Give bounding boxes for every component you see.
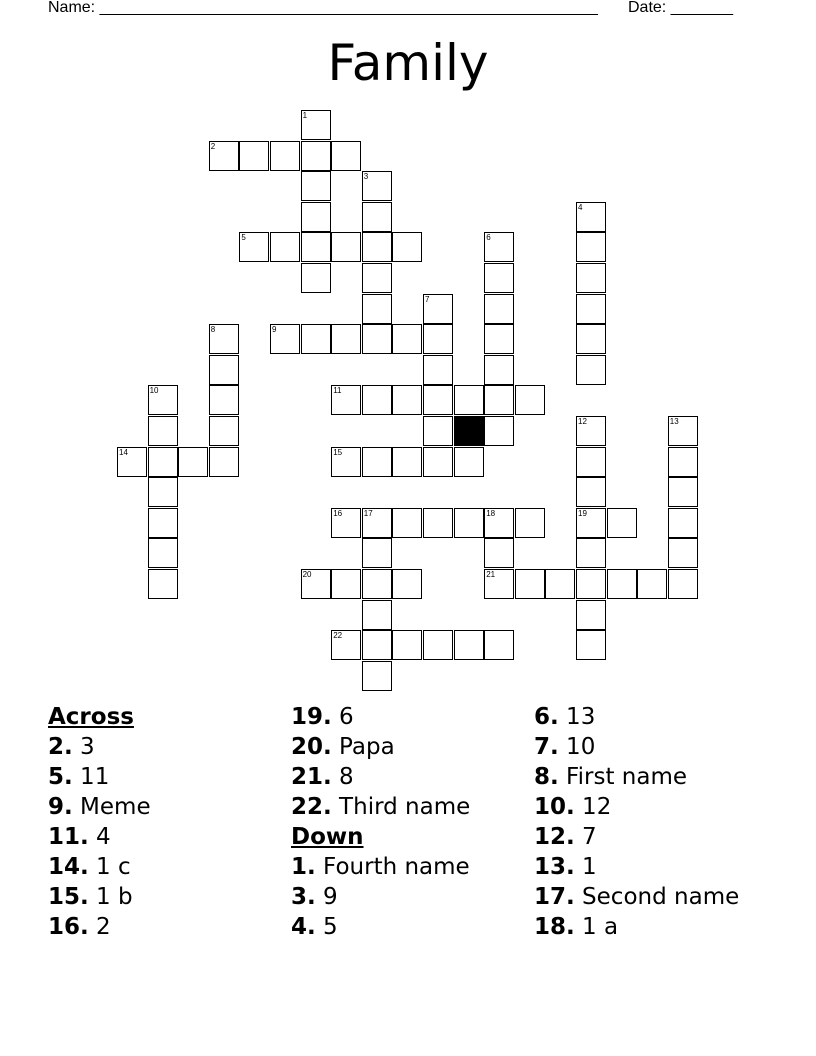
clue-item	[48, 822, 151, 852]
clue-item-text: Third name	[331, 794, 471, 820]
grid-cell[interactable]	[362, 569, 392, 599]
clue-item-number: 16.	[48, 914, 89, 940]
clue-item	[291, 762, 470, 792]
clue-number: 12	[578, 417, 587, 426]
grid-cell[interactable]	[576, 324, 606, 354]
grid-cell[interactable]	[515, 385, 545, 415]
grid-cell[interactable]	[576, 355, 606, 385]
clue-number: 5	[241, 233, 246, 243]
grid-cell[interactable]	[454, 447, 484, 477]
clue-item	[534, 792, 739, 822]
clue-item-number: 6.	[534, 704, 559, 730]
grid-cell[interactable]	[484, 538, 514, 568]
clue-item-number: 9.	[48, 794, 73, 820]
grid-cell[interactable]	[331, 324, 361, 354]
clue-item	[534, 822, 739, 852]
grid-cell[interactable]	[392, 569, 422, 599]
grid-cell[interactable]	[545, 569, 575, 599]
grid-cell[interactable]	[209, 355, 239, 385]
grid-cell[interactable]	[576, 294, 606, 324]
grid-cell[interactable]	[178, 447, 208, 477]
clue-item	[48, 762, 151, 792]
clue-item-number: 20.	[291, 734, 332, 760]
clue-item	[534, 852, 739, 882]
grid-cell[interactable]	[362, 202, 392, 232]
clue-item-number: 14.	[48, 854, 89, 880]
grid-cell[interactable]	[301, 141, 331, 171]
clue-item	[48, 882, 151, 912]
clue-section-heading: Across	[48, 704, 134, 730]
grid-cell[interactable]	[362, 447, 392, 477]
grid-cell[interactable]	[423, 508, 453, 538]
clue-number: 7	[425, 294, 430, 304]
clue-number: 6	[486, 233, 491, 243]
grid-cell[interactable]	[270, 232, 300, 262]
clue-number: 2	[210, 141, 216, 151]
page-title: Family	[327, 34, 489, 92]
clue-item	[291, 702, 470, 732]
grid-cell[interactable]	[301, 232, 331, 262]
clue-item-text: 1 a	[574, 914, 619, 940]
clue-item-number: 19.	[291, 704, 332, 730]
clue-item-number: 8.	[534, 764, 559, 790]
clue-item	[534, 702, 739, 732]
grid-cell[interactable]	[637, 569, 667, 599]
clue-number: 20	[302, 570, 312, 579]
clue-number: 8	[210, 325, 216, 335]
grid-cell[interactable]	[668, 477, 698, 507]
grid-cell[interactable]	[423, 355, 453, 385]
grid-cell[interactable]	[362, 294, 392, 324]
grid-cell[interactable]	[270, 141, 300, 171]
grid-cell[interactable]	[668, 447, 698, 477]
clue-item-number: 21.	[291, 764, 332, 790]
clue-number: 18	[486, 508, 496, 518]
grid-cell[interactable]	[576, 263, 606, 293]
grid-cell[interactable]	[515, 508, 545, 538]
clue-item	[291, 912, 470, 942]
clue-item-text: 1 b	[88, 884, 133, 910]
name-field-label[interactable]: Name: ________________________________________________________	[48, 0, 598, 16]
grid-cell[interactable]	[301, 171, 331, 201]
grid-cell[interactable]	[239, 141, 269, 171]
clue-item-number: 7.	[534, 734, 559, 760]
clue-item-text: 6	[331, 704, 354, 730]
grid-cell[interactable]	[392, 385, 422, 415]
clue-item	[291, 792, 470, 822]
clue-item	[291, 732, 470, 762]
clue-item-number: 18.	[534, 914, 575, 940]
grid-cell[interactable]	[148, 447, 178, 477]
clue-item	[291, 852, 470, 882]
grid-cell[interactable]	[392, 630, 422, 660]
clue-item-text: 13	[558, 704, 596, 730]
clues-column-1	[48, 702, 151, 942]
grid-cell[interactable]	[148, 477, 178, 507]
clue-number: 19	[578, 508, 587, 518]
clues-column-2	[291, 702, 470, 942]
grid-cell[interactable]	[423, 447, 453, 477]
grid-cell[interactable]	[362, 630, 392, 660]
clue-number: 3	[363, 172, 369, 182]
grid-cell[interactable]	[668, 569, 698, 599]
grid-cell[interactable]	[576, 232, 606, 262]
clue-item-number: 10.	[534, 794, 575, 820]
clue-item	[48, 732, 151, 762]
clue-number: 22	[333, 631, 343, 641]
clue-number: 17	[363, 508, 373, 518]
grid-cell[interactable]	[576, 630, 606, 660]
clue-item-text: 3	[72, 734, 95, 760]
grid-cell[interactable]	[484, 355, 514, 385]
clue-number: 1	[302, 111, 308, 120]
grid-cell[interactable]	[423, 630, 453, 660]
clue-item	[48, 792, 151, 822]
grid-cell[interactable]	[209, 385, 239, 415]
grid-cell[interactable]	[607, 569, 637, 599]
grid-cell[interactable]	[607, 508, 637, 538]
clue-item-number: 11.	[48, 824, 89, 850]
clue-item-text: 9	[315, 884, 338, 910]
clue-item-number: 3.	[291, 884, 316, 910]
grid-cell[interactable]	[301, 202, 331, 232]
grid-cell[interactable]	[423, 324, 453, 354]
grid-cell[interactable]	[209, 416, 239, 446]
clue-item-text: Second name	[574, 884, 740, 910]
grid-cell[interactable]	[301, 263, 331, 293]
clue-item	[48, 852, 151, 882]
grid-cell[interactable]	[362, 538, 392, 568]
grid-cell[interactable]	[454, 508, 484, 538]
clue-item-text: 10	[558, 734, 596, 760]
clue-item-text: 11	[72, 764, 110, 790]
clue-item-text: Papa	[331, 734, 395, 760]
grid-cell[interactable]	[484, 263, 514, 293]
grid-cell[interactable]	[576, 447, 606, 477]
clue-item	[534, 882, 739, 912]
grid-cell[interactable]	[331, 569, 361, 599]
grid-cell[interactable]	[576, 569, 606, 599]
clue-number: 11	[333, 386, 342, 396]
grid-cell[interactable]	[454, 630, 484, 660]
grid-cell[interactable]	[392, 324, 422, 354]
clue-item	[48, 912, 151, 942]
grid-cell[interactable]	[392, 447, 422, 477]
clue-item-text: First name	[558, 764, 688, 790]
grid-cell[interactable]	[148, 416, 178, 446]
grid-cell[interactable]	[484, 324, 514, 354]
grid-cell[interactable]	[392, 508, 422, 538]
grid-cell[interactable]	[362, 385, 392, 415]
clue-item-text: 2	[88, 914, 111, 940]
clue-item-text: 4	[88, 824, 111, 850]
clue-item-text: 7	[574, 824, 597, 850]
clue-item-number: 13.	[534, 854, 575, 880]
grid-cell[interactable]	[576, 477, 606, 507]
clue-item-number: 15.	[48, 884, 89, 910]
grid-cell[interactable]	[362, 232, 392, 262]
date-field-label[interactable]: Date: _______	[628, 0, 733, 16]
clue-number: 21	[486, 570, 496, 579]
clue-number: 4	[578, 202, 583, 212]
grid-cell[interactable]	[148, 508, 178, 538]
grid-cell[interactable]	[362, 263, 392, 293]
clue-number: 16	[333, 508, 343, 518]
grid-cell[interactable]	[576, 600, 606, 630]
grid-cell[interactable]	[515, 569, 545, 599]
grid-cell[interactable]	[484, 385, 514, 415]
clue-number: 15	[333, 447, 343, 457]
clue-item-number: 5.	[48, 764, 73, 790]
clue-section-heading: Down	[291, 824, 364, 850]
grid-black-cell	[454, 416, 484, 446]
clue-item-number: 1.	[291, 854, 316, 880]
clue-item	[534, 732, 739, 762]
clue-item-number: 17.	[534, 884, 575, 910]
clue-number: 9	[272, 325, 277, 335]
clue-item	[534, 912, 739, 942]
clue-number: 10	[149, 386, 159, 396]
clue-item-text: 12	[574, 794, 612, 820]
clue-item-number: 2.	[48, 734, 73, 760]
clues-column-3	[534, 702, 739, 942]
grid-cell[interactable]	[148, 569, 178, 599]
grid-cell[interactable]	[209, 447, 239, 477]
grid-cell[interactable]	[484, 416, 514, 446]
clue-item	[534, 762, 739, 792]
grid-cell[interactable]	[331, 232, 361, 262]
grid-cell[interactable]	[148, 538, 178, 568]
grid-cell[interactable]	[362, 661, 392, 691]
clue-item-text: Fourth name	[315, 854, 470, 880]
clue-item-text: 1	[574, 854, 597, 880]
grid-cell[interactable]	[668, 538, 698, 568]
clue-item-number: 22.	[291, 794, 332, 820]
grid-cell[interactable]	[362, 600, 392, 630]
clue-item-text: 1 c	[88, 854, 131, 880]
clue-item	[291, 882, 470, 912]
grid-cell[interactable]	[301, 324, 331, 354]
clue-item-number: 4.	[291, 914, 316, 940]
grid-cell[interactable]	[331, 141, 361, 171]
grid-cell[interactable]	[362, 324, 392, 354]
clue-item-text: 8	[331, 764, 354, 790]
grid-cell[interactable]	[668, 508, 698, 538]
clue-item-number: 12.	[534, 824, 575, 850]
grid-cell[interactable]	[423, 416, 453, 446]
clue-item-text: Meme	[72, 794, 151, 820]
grid-cell[interactable]	[484, 630, 514, 660]
grid-cell[interactable]	[454, 385, 484, 415]
grid-cell[interactable]	[484, 294, 514, 324]
clue-number: 13	[669, 417, 679, 426]
clue-number: 14	[119, 447, 128, 457]
grid-cell[interactable]	[392, 232, 422, 262]
grid-cell[interactable]	[423, 385, 453, 415]
clue-item-text: 5	[315, 914, 338, 940]
grid-cell[interactable]	[576, 538, 606, 568]
